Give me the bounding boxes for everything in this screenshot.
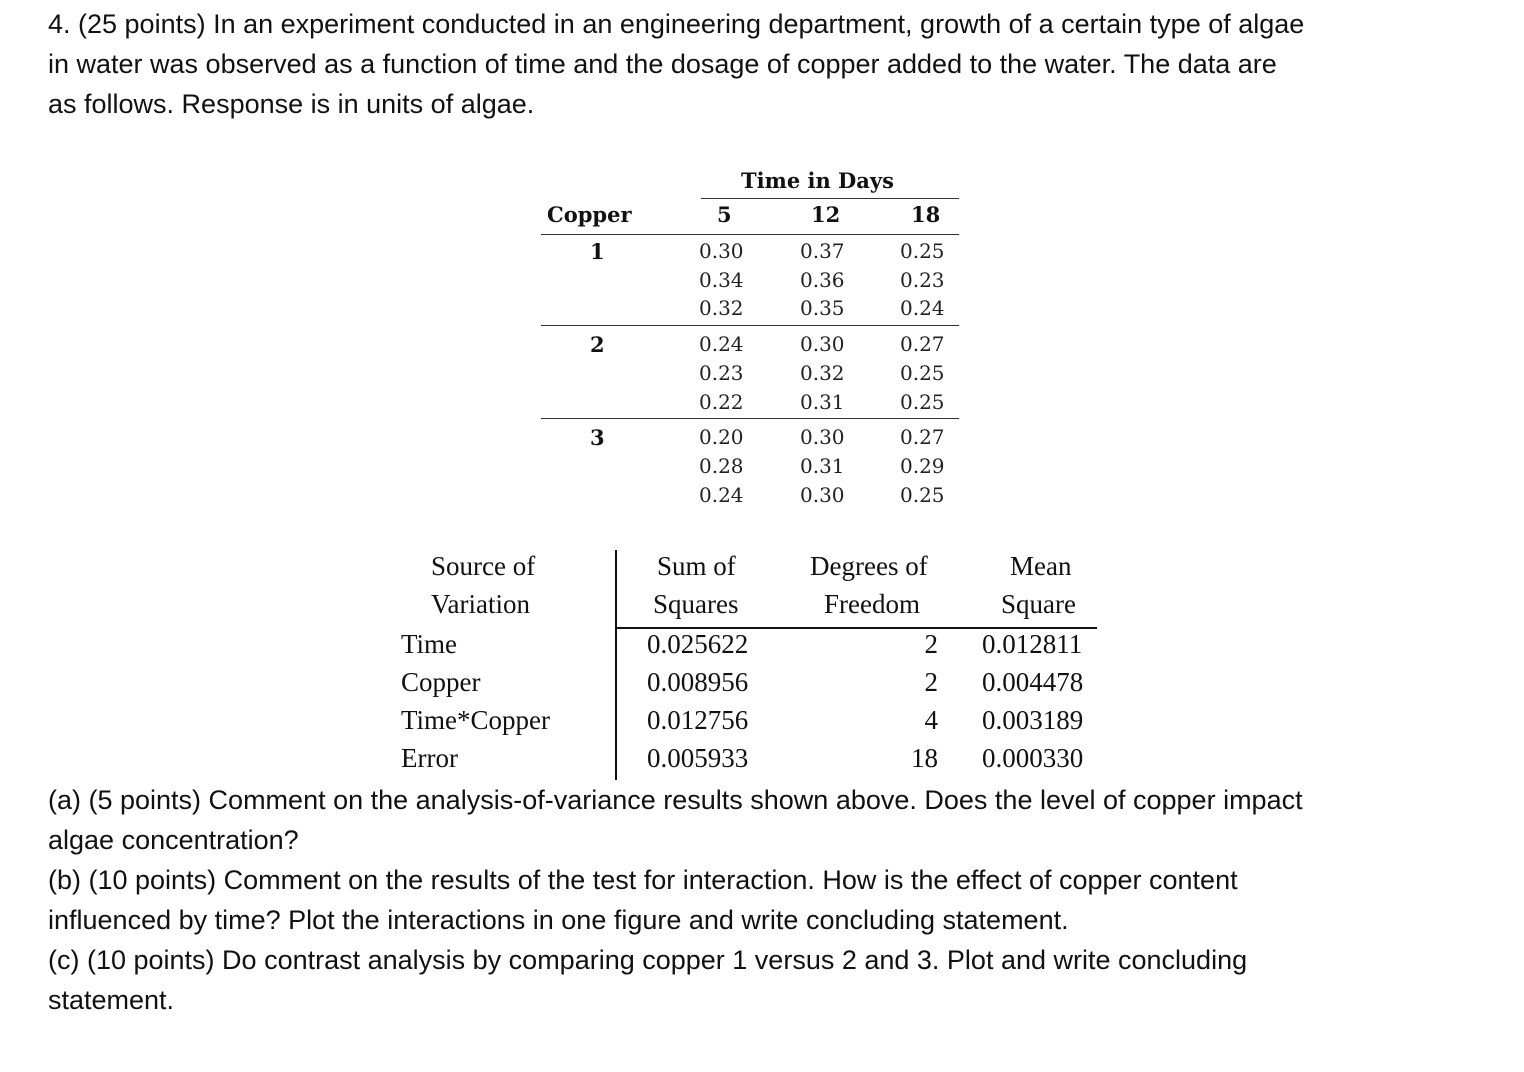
question-line: influenced by time? Plot the interactions in one figure and write concluding statement. [48, 905, 1069, 935]
anova-header-ms: Mean [1010, 551, 1072, 581]
table-cell: 0.31 [800, 390, 845, 414]
anova-row-df: 2 [924, 667, 938, 697]
table-cell: 0.32 [699, 296, 744, 320]
table-cell: 0.36 [800, 268, 845, 292]
anova-table [400, 545, 1120, 785]
table-cell: 0.35 [800, 296, 845, 320]
algae-data-table [541, 164, 961, 524]
anova-header-ms: Square [1001, 589, 1076, 619]
anova-header-source: Source of [431, 551, 536, 581]
copper-level-3: 3 [590, 425, 605, 450]
anova-column-rule [615, 550, 617, 780]
col-header-18: 18 [911, 202, 941, 227]
question-list [48, 780, 1488, 1020]
table-cell: 0.22 [699, 390, 744, 414]
question-line: (b) (10 points) Comment on the results of the test for interaction. How is the effect of copper content [48, 865, 1238, 895]
col-header-5: 5 [717, 202, 732, 227]
table-cell: 0.25 [900, 361, 945, 385]
table-cell: 0.29 [900, 454, 945, 478]
anova-row-source: Copper [401, 667, 481, 697]
anova-row-df: 2 [924, 629, 938, 659]
anova-row-ms: 0.000330 [982, 743, 1084, 773]
question-line: (c) (10 points) Do contrast analysis by comparing copper 1 versus 2 and 3. Plot and write concluding [48, 945, 1248, 975]
anova-row-ss: 0.008956 [647, 667, 749, 697]
table-cell: 0.27 [900, 425, 945, 449]
group-rule [541, 418, 959, 419]
copper-level-2: 2 [590, 332, 605, 357]
group-rule [541, 325, 959, 326]
anova-header-df: Freedom [824, 589, 920, 619]
table-cell: 0.24 [900, 296, 945, 320]
table-cell: 0.23 [699, 361, 744, 385]
table-cell: 0.24 [699, 483, 744, 507]
question-line: (a) (5 points) Comment on the analysis-of-variance results shown above. Does the level of copper impact [48, 785, 1303, 815]
table-cell: 0.34 [699, 268, 744, 292]
problem-line: as follows. Response is in units of algae. [48, 89, 535, 119]
anova-row-ms: 0.012811 [982, 629, 1083, 659]
table-cell: 0.25 [900, 483, 945, 507]
table-cell: 0.20 [699, 425, 744, 449]
anova-header-ss: Squares [653, 589, 739, 619]
anova-row-ss: 0.005933 [647, 743, 749, 773]
copper-level-1: 1 [590, 239, 605, 264]
question-line: statement. [48, 985, 175, 1015]
col-header-12: 12 [811, 202, 841, 227]
problem-line: 4. (25 points) In an experiment conducted in an engineering department, growth of a certain type of algae [48, 9, 1305, 39]
table-cell: 0.23 [900, 268, 945, 292]
table-cell: 0.30 [800, 332, 845, 356]
anova-row-source: Time [401, 629, 458, 659]
anova-row-ms: 0.004478 [982, 667, 1084, 697]
problem-statement [48, 4, 1488, 124]
anova-header-ss: Sum of [657, 551, 736, 581]
table-cell: 0.24 [699, 332, 744, 356]
table-cell: 0.30 [800, 483, 845, 507]
table-cell: 0.31 [800, 454, 845, 478]
anova-header-source: Variation [431, 589, 530, 619]
anova-row-df: 4 [924, 705, 938, 735]
anova-row-df: 18 [911, 743, 938, 773]
anova-row-source: Time*Copper [401, 705, 551, 735]
table-cell: 0.30 [800, 425, 845, 449]
problem-line: in water was observed as a function of time and the dosage of copper added to the water. The data are [48, 49, 1277, 79]
copper-header: Copper [547, 202, 632, 227]
table-cell: 0.27 [900, 332, 945, 356]
time-header: Time in Days [741, 168, 894, 193]
table-cell: 0.28 [699, 454, 744, 478]
table-cell: 0.25 [900, 239, 945, 263]
anova-row-ms: 0.003189 [982, 705, 1084, 735]
time-header-rule [701, 198, 959, 199]
anova-row-source: Error [401, 743, 458, 773]
anova-row-ss: 0.012756 [647, 705, 749, 735]
anova-row-ss: 0.025622 [647, 629, 749, 659]
table-cell: 0.37 [800, 239, 845, 263]
header-rule [541, 234, 959, 235]
table-cell: 0.30 [699, 239, 744, 263]
table-cell: 0.25 [900, 390, 945, 414]
table-cell: 0.32 [800, 361, 845, 385]
anova-header-df: Degrees of [810, 551, 928, 581]
question-line: algae concentration? [48, 825, 299, 855]
